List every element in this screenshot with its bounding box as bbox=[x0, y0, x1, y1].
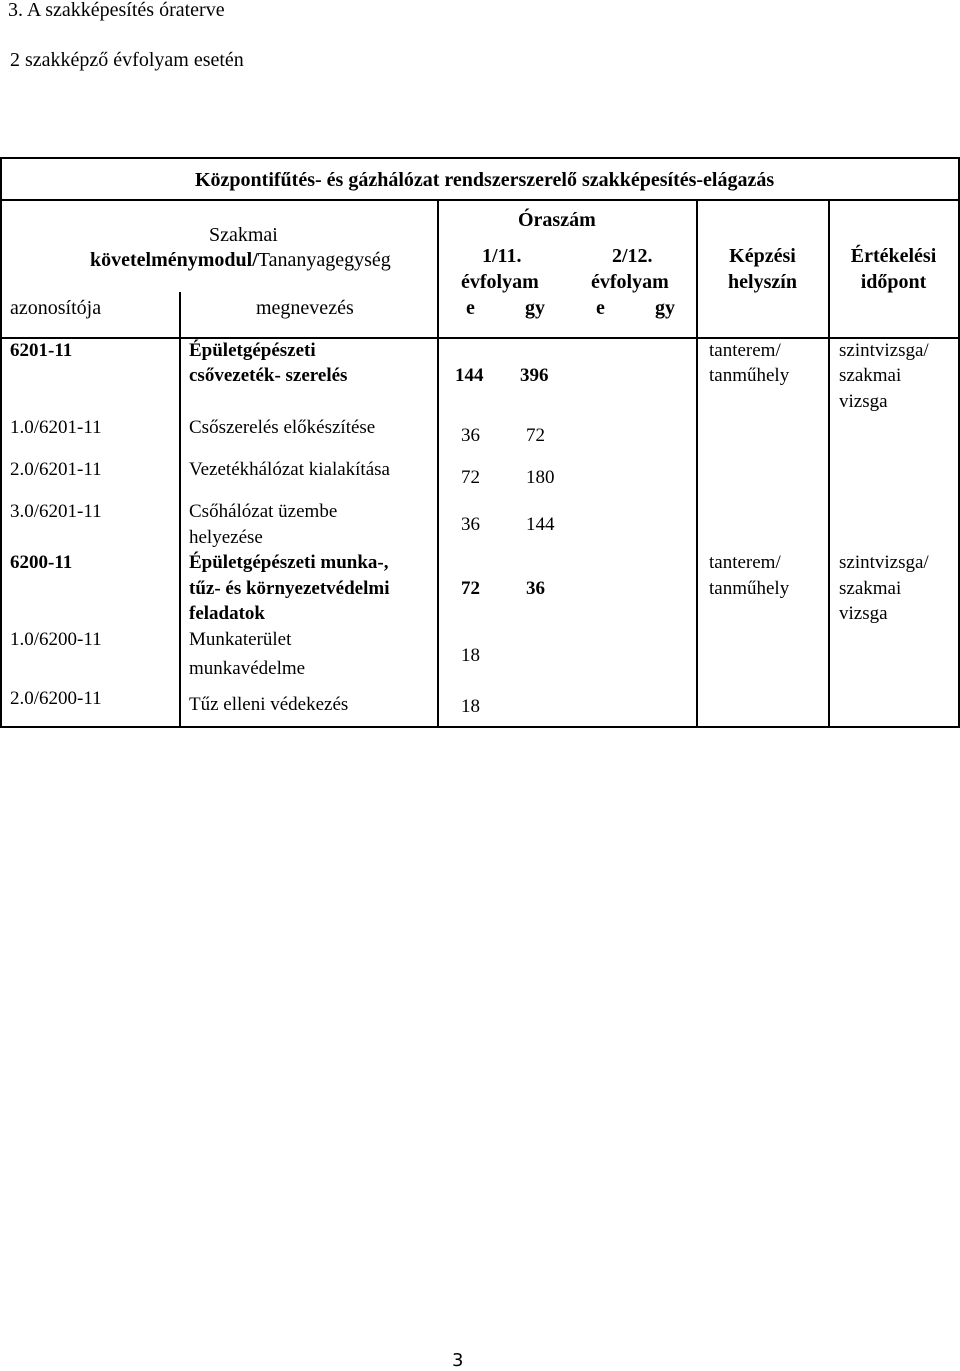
year1-e-header: e bbox=[466, 297, 475, 319]
row-unit-id: 1.0/6200-11 bbox=[10, 629, 102, 650]
year1-header-line2: évfolyam bbox=[461, 271, 539, 293]
row-unit-name-line1: Munkaterület bbox=[189, 629, 292, 650]
page-number: 3 bbox=[452, 1350, 464, 1371]
table-line-body bbox=[0, 337, 960, 339]
row-unit-id: 2.0/6200-11 bbox=[10, 688, 102, 709]
eval-header-line2: időpont bbox=[860, 271, 927, 293]
table-border-top bbox=[0, 157, 960, 159]
row-hours-gy: 396 bbox=[520, 365, 549, 386]
row-eval-line3: vizsga bbox=[839, 603, 888, 624]
table-border-bottom bbox=[0, 726, 960, 728]
row-unit-name-line2: helyezése bbox=[189, 527, 263, 548]
row-unit-name: Tűz elleni védekezés bbox=[189, 694, 349, 715]
row-unit-name: Csőszerelés előkészítése bbox=[189, 417, 376, 438]
table-line-name-hours bbox=[437, 199, 439, 727]
table-border-left bbox=[0, 157, 2, 727]
module-header-line2 bbox=[90, 250, 391, 270]
row-hours-e: 36 bbox=[461, 514, 480, 535]
section-heading: 3. A szakképesítés óraterve bbox=[8, 0, 225, 21]
location-header-line2: helyszín bbox=[728, 271, 797, 293]
module-header-rest: Tananyagegység bbox=[257, 249, 391, 271]
eval-header-line1: Értékelési bbox=[850, 245, 937, 267]
row-eval-line1: szintvizsga/ bbox=[839, 552, 929, 573]
module-header-bold: követelménymodul/ bbox=[90, 249, 258, 271]
year2-header-line1: 2/12. bbox=[612, 245, 653, 267]
location-header-line1: Képzési bbox=[729, 245, 796, 267]
row-module-id: 6200-11 bbox=[10, 552, 73, 573]
section-subheading: 2 szakképző évfolyam esetén bbox=[10, 49, 244, 71]
row-hours-e: 18 bbox=[461, 645, 480, 666]
row-eval-line1: szintvizsga/ bbox=[839, 340, 929, 361]
row-unit-id: 3.0/6201-11 bbox=[10, 501, 102, 522]
year2-header-line2: évfolyam bbox=[591, 271, 669, 293]
row-module-name-line2: tűz- és környezetvédelmi bbox=[189, 578, 390, 599]
row-hours-e: 36 bbox=[461, 425, 480, 446]
row-module-name-line1: Épületgépészeti bbox=[189, 340, 316, 361]
table-line-header bbox=[0, 199, 960, 201]
row-hours-gy: 180 bbox=[526, 467, 555, 488]
year2-gy-header: gy bbox=[655, 297, 675, 319]
row-eval-line2: szakmai bbox=[839, 578, 902, 599]
column-header-name: megnevezés bbox=[256, 297, 354, 319]
row-hours-gy: 72 bbox=[526, 425, 545, 446]
row-hours-e: 144 bbox=[455, 365, 484, 386]
row-hours-gy: 144 bbox=[526, 514, 555, 535]
hours-header: Óraszám bbox=[518, 209, 596, 231]
row-module-id: 6201-11 bbox=[10, 340, 73, 361]
row-module-name-line3: feladatok bbox=[189, 603, 265, 624]
year1-header-line1: 1/11. bbox=[482, 245, 522, 267]
year1-gy-header: gy bbox=[525, 297, 545, 319]
column-header-id: azonosítója bbox=[10, 297, 102, 319]
row-unit-id: 1.0/6201-11 bbox=[10, 417, 102, 438]
row-unit-id: 2.0/6201-11 bbox=[10, 459, 102, 480]
row-eval-line2: szakmai bbox=[839, 365, 902, 386]
table-title: Központifűtés- és gázhálózat rendszerszerelő szakképesítés-elágazás bbox=[195, 169, 775, 191]
row-unit-name-line2: munkavédelme bbox=[189, 658, 306, 679]
row-hours-e: 72 bbox=[461, 578, 480, 599]
year2-e-header: e bbox=[596, 297, 605, 319]
row-location-line2: tanműhely bbox=[709, 365, 790, 386]
row-module-name-line1: Épületgépészeti munka-, bbox=[189, 552, 389, 573]
row-unit-name: Vezetékhálózat kialakítása bbox=[189, 459, 390, 480]
row-location-line1: tanterem/ bbox=[709, 340, 781, 361]
row-unit-name-line1: Csőhálózat üzembe bbox=[189, 501, 338, 522]
row-location-line1: tanterem/ bbox=[709, 552, 781, 573]
module-header-line1: Szakmai bbox=[209, 224, 278, 246]
table-line-id-name bbox=[179, 292, 181, 727]
row-hours-gy: 36 bbox=[526, 578, 545, 599]
row-hours-e: 72 bbox=[461, 467, 480, 488]
row-eval-line3: vizsga bbox=[839, 391, 888, 412]
row-module-name-line2: csővezeték- szerelés bbox=[189, 365, 348, 386]
row-location-line2: tanműhely bbox=[709, 578, 790, 599]
table-border-right bbox=[958, 157, 960, 727]
row-hours-e: 18 bbox=[461, 696, 480, 717]
